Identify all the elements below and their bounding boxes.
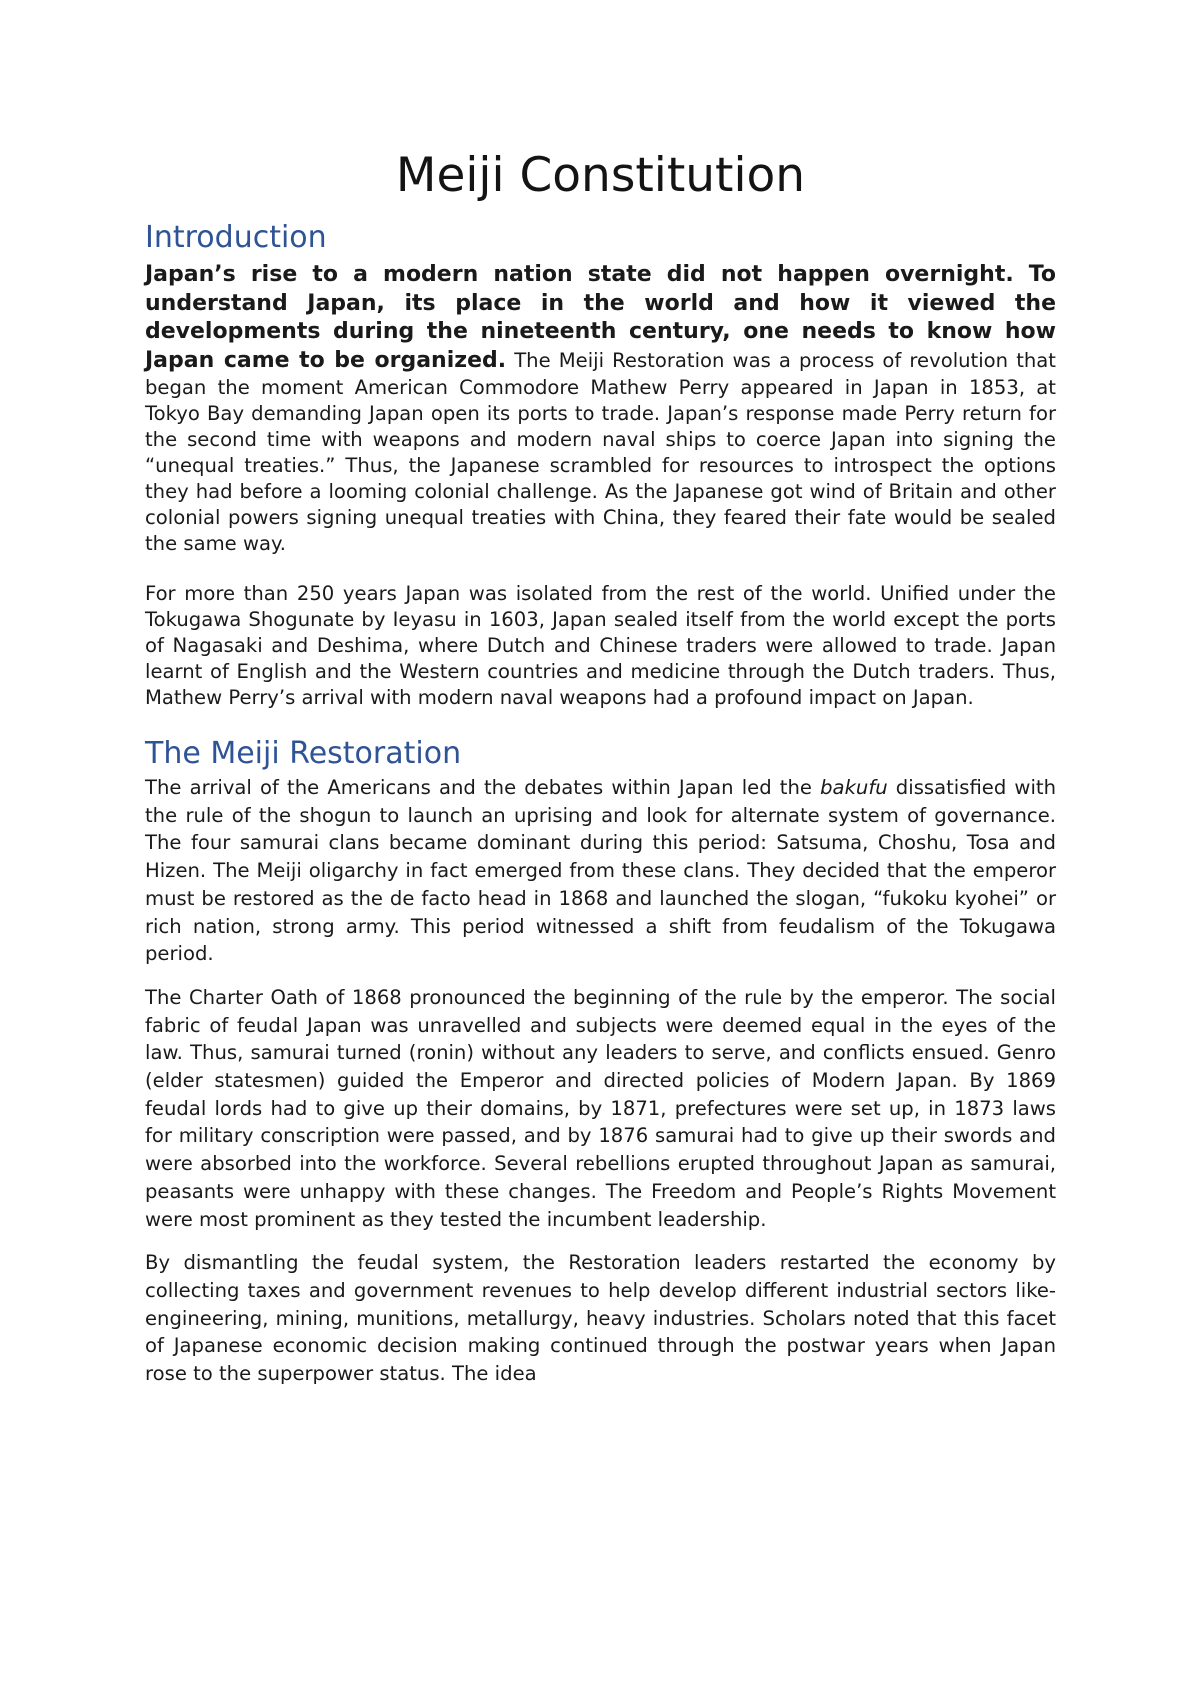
section-heading-meiji-restoration: The Meiji Restoration <box>145 736 462 771</box>
section-meiji-restoration <box>145 734 1056 1388</box>
meiji-paragraph-1-start: The arrival of the Americans and the debates within Japan led the <box>145 776 821 799</box>
intro-paragraph-1-body: The Meiji Restoration was a process of revolution that began the moment American Commodore Mathew Perry appeared in Japan in 1853, at Tokyo Bay demanding Japan open its ports to trade. Japan’s response made Perry return for the second time with weapons and modern naval ships to coerce Japan into signing the “unequal treaties.” Thus, the Japanese scrambled for resources to introspect the options they had before a looming colonial challenge. As the Japanese got wind of Britain and other colonial powers signing unequal treaties with China, they feared their fate would be sealed the same way. <box>145 348 1056 555</box>
intro-lead-sentence: Japan’s rise to a modern nation state did not happen overnight. To understand Japan, its place in the world and how it viewed the developments during the nineteenth century, one needs to know how Japan came to be organized. <box>145 262 1056 373</box>
meiji-paragraph-1-end: dissatisfied with the rule of the shogun to launch an uprising and look for alternate system of governance. The four samurai clans became dominant during this period: Satsuma, Choshu, Tosa and Hizen. The Meiji oligarchy in fact emerged from these clans. They decided that the emperor must be restored as the de facto head in 1868 and launched the slogan, “fukoku kyohei” or rich nation, strong army. This period witnessed a shift from feudalism of the Tokugawa period. <box>145 776 1057 966</box>
bakufu-term: bakufu <box>820 776 888 799</box>
intro-paragraph-1 <box>145 261 1056 557</box>
meiji-paragraph-2: The Charter Oath of 1868 pronounced the beginning of the rule by the emperor. The social fabric of feudal Japan was unravelled and subjects were deemed equal in the eyes of the law. Thus, samurai turned (ronin) without any leaders to serve, and conflicts ensued. Genro (elder statesmen) guided the Emperor and directed policies of Modern Japan. By 1869 feudal lords had to give up their domains, by 1871, prefectures were set up, in 1873 laws for military conscription were passed, and by 1876 samurai had to give up their swords and were absorbed into the workforce. Several rebellions erupted throughout Japan as samurai, peasants were unhappy with these changes. The Freedom and People’s Rights Movement were most prominent as they tested the incumbent leadership. <box>145 985 1056 1231</box>
section-heading-introduction: Introduction <box>145 220 327 255</box>
section-introduction <box>145 219 1056 711</box>
document-title: Meiji Constitution <box>395 148 806 203</box>
intro-paragraph-2: For more than 250 years Japan was isolated from the rest of the world. Unified under the Tokugawa Shogunate by Ieyasu in 1603, Japan sealed itself from the world except the ports of Nagasaki and Deshima, where Dutch and Chinese traders were allowed to trade. Japan learnt of English and the Western countries and medicine through the Dutch traders. Thus, Mathew Perry’s arrival with modern naval weapons had a profound impact on Japan. <box>145 582 1056 709</box>
meiji-paragraph-3: By dismantling the feudal system, the Restoration leaders restarted the economy by collecting taxes and government revenues to help develop different industrial sectors like- engineering, mining, munitions, metallurgy, heavy industries. Scholars noted that this facet of Japanese economic decision making continued through the postwar years when Japan rose to the superpower status. The idea <box>145 1251 1056 1386</box>
meiji-paragraph-1 <box>145 774 1056 968</box>
